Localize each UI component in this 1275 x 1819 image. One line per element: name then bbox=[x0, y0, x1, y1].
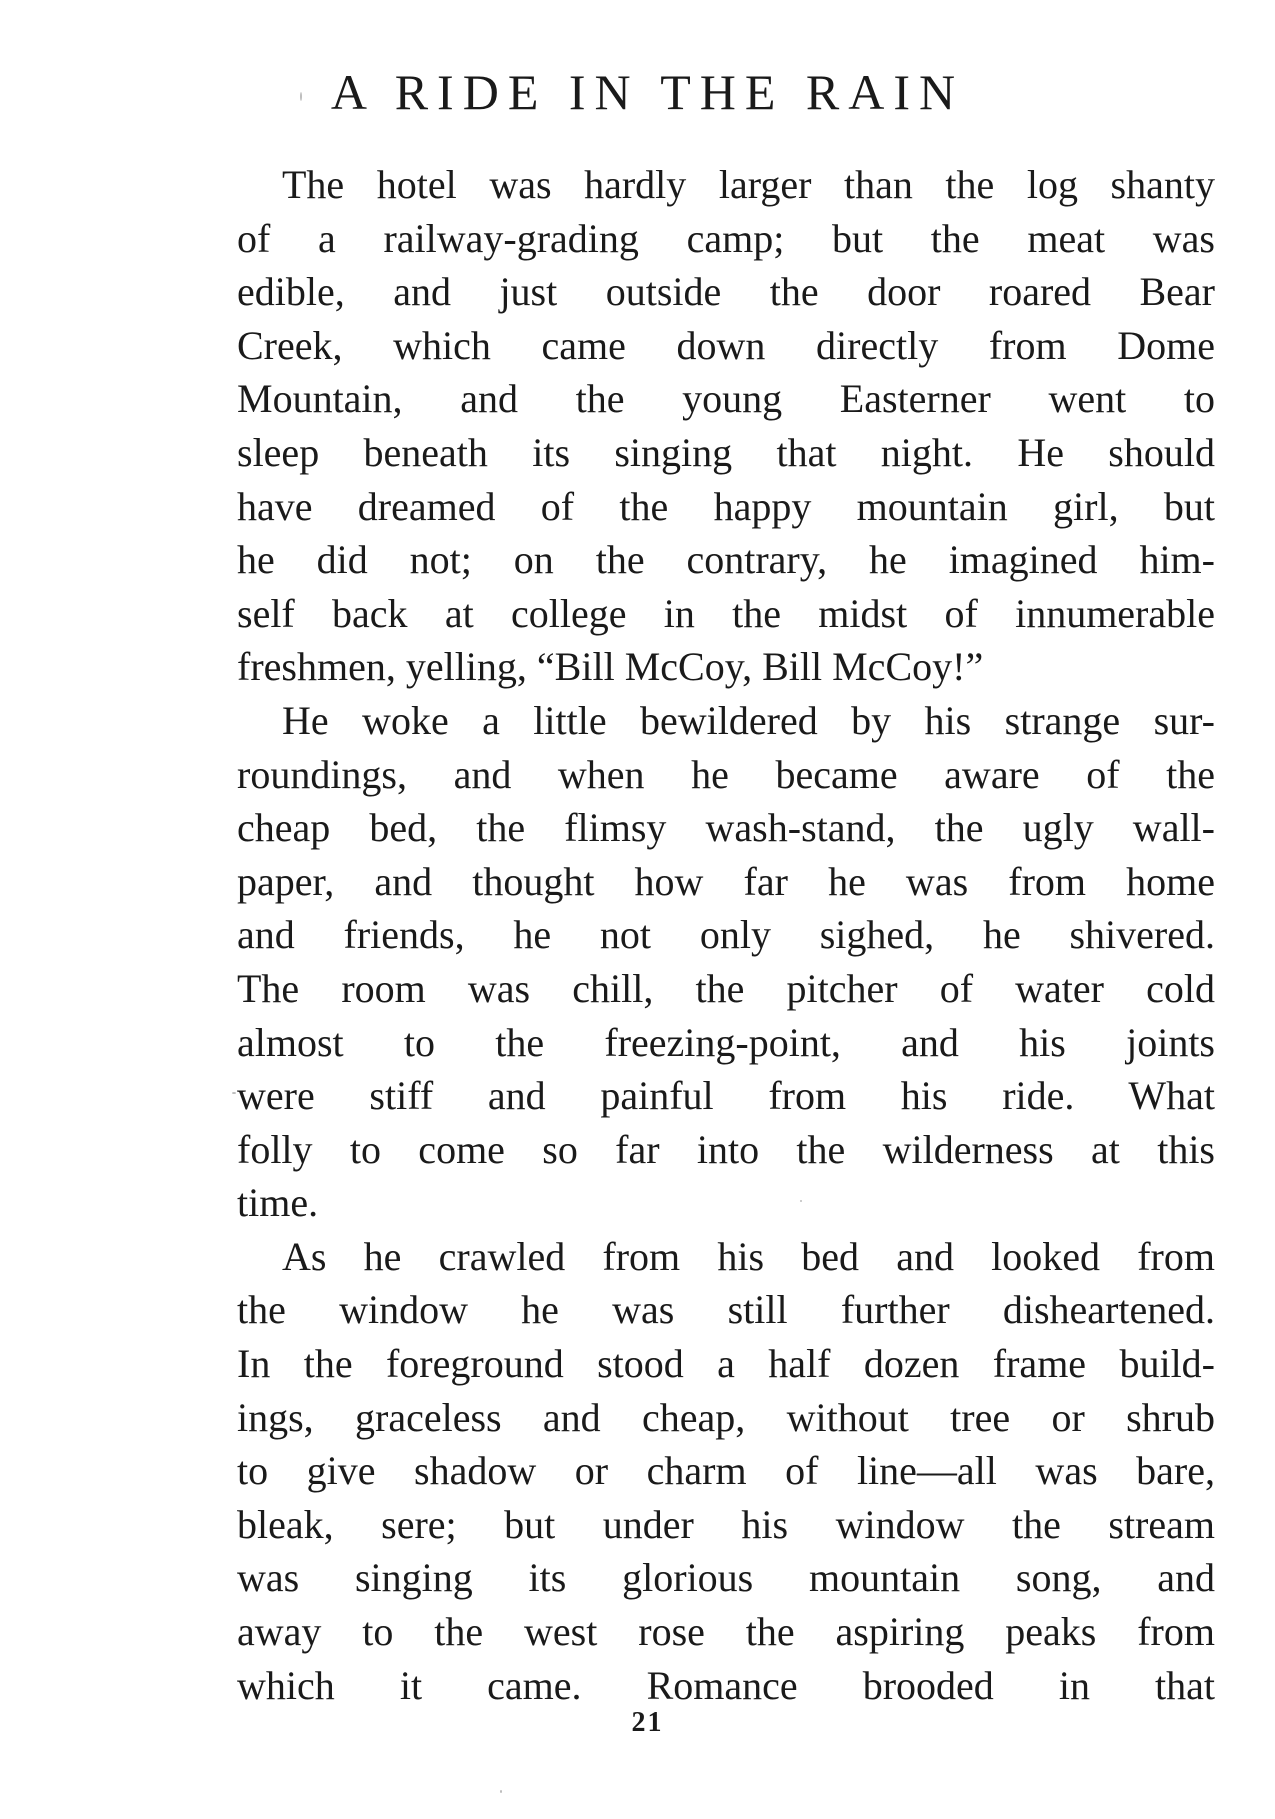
scan-speck bbox=[232, 1092, 236, 1094]
text-line: were stiff and painful from his ride. What bbox=[237, 1073, 1215, 1119]
text-line: bleak, sere; but under his window the stream bbox=[237, 1501, 1215, 1547]
text-line: of a railway-grading camp; but the meat was bbox=[237, 215, 1215, 261]
text-line: ings, graceless and cheap, without tree or shrub bbox=[237, 1394, 1215, 1440]
text-line: the window he was still further disheartened. bbox=[237, 1287, 1215, 1333]
text-line: have dreamed of the happy mountain girl, but bbox=[237, 483, 1215, 529]
text-line: he did not; on the contrary, he imagined him- bbox=[237, 537, 1215, 583]
text-line: time. bbox=[237, 1180, 319, 1226]
text-line: Mountain, and the young Easterner went to bbox=[237, 376, 1215, 422]
text-line: almost to the freezing-point, and his joints bbox=[237, 1019, 1215, 1065]
body-text bbox=[237, 158, 1215, 1712]
text-line: was singing its glorious mountain song, and bbox=[237, 1555, 1215, 1601]
text-line: away to the west rose the aspiring peaks from bbox=[237, 1609, 1215, 1655]
text-line: to give shadow or charm of line—all was bare, bbox=[237, 1448, 1215, 1494]
scan-speck bbox=[300, 92, 302, 101]
text-line: folly to come so far into the wilderness at this bbox=[237, 1126, 1215, 1172]
text-line: roundings, and when he became aware of the bbox=[237, 751, 1215, 797]
text-line: He woke a little bewildered by his strange sur- bbox=[282, 697, 1215, 743]
text-line: paper, and thought how far he was from home bbox=[237, 858, 1215, 904]
text-line: and friends, he not only sighed, he shivered. bbox=[237, 912, 1215, 958]
text-line: which it came. Romance brooded in that bbox=[237, 1662, 1215, 1708]
scan-speck bbox=[500, 1790, 502, 1793]
text-line: edible, and just outside the door roared Bear bbox=[237, 269, 1215, 315]
text-line: Creek, which came down directly from Dome bbox=[237, 322, 1215, 368]
scan-speck bbox=[800, 1200, 802, 1202]
text-line: sleep beneath its singing that night. He should bbox=[237, 429, 1215, 475]
text-line: In the foreground stood a half dozen frame build- bbox=[237, 1341, 1215, 1387]
text-line: freshmen, yelling, “Bill McCoy, Bill McCoy!” bbox=[237, 644, 984, 690]
text-line: As he crawled from his bed and looked from bbox=[282, 1233, 1215, 1279]
text-line: The hotel was hardly larger than the log shanty bbox=[282, 162, 1215, 207]
text-line: self back at college in the midst of innumerable bbox=[237, 590, 1215, 636]
text-line: cheap bed, the flimsy wash-stand, the ugly wall- bbox=[237, 805, 1215, 851]
running-head: A RIDE IN THE RAIN bbox=[330, 64, 965, 120]
page-number: 21 bbox=[631, 1707, 664, 1738]
text-line: The room was chill, the pitcher of water cold bbox=[237, 965, 1215, 1011]
